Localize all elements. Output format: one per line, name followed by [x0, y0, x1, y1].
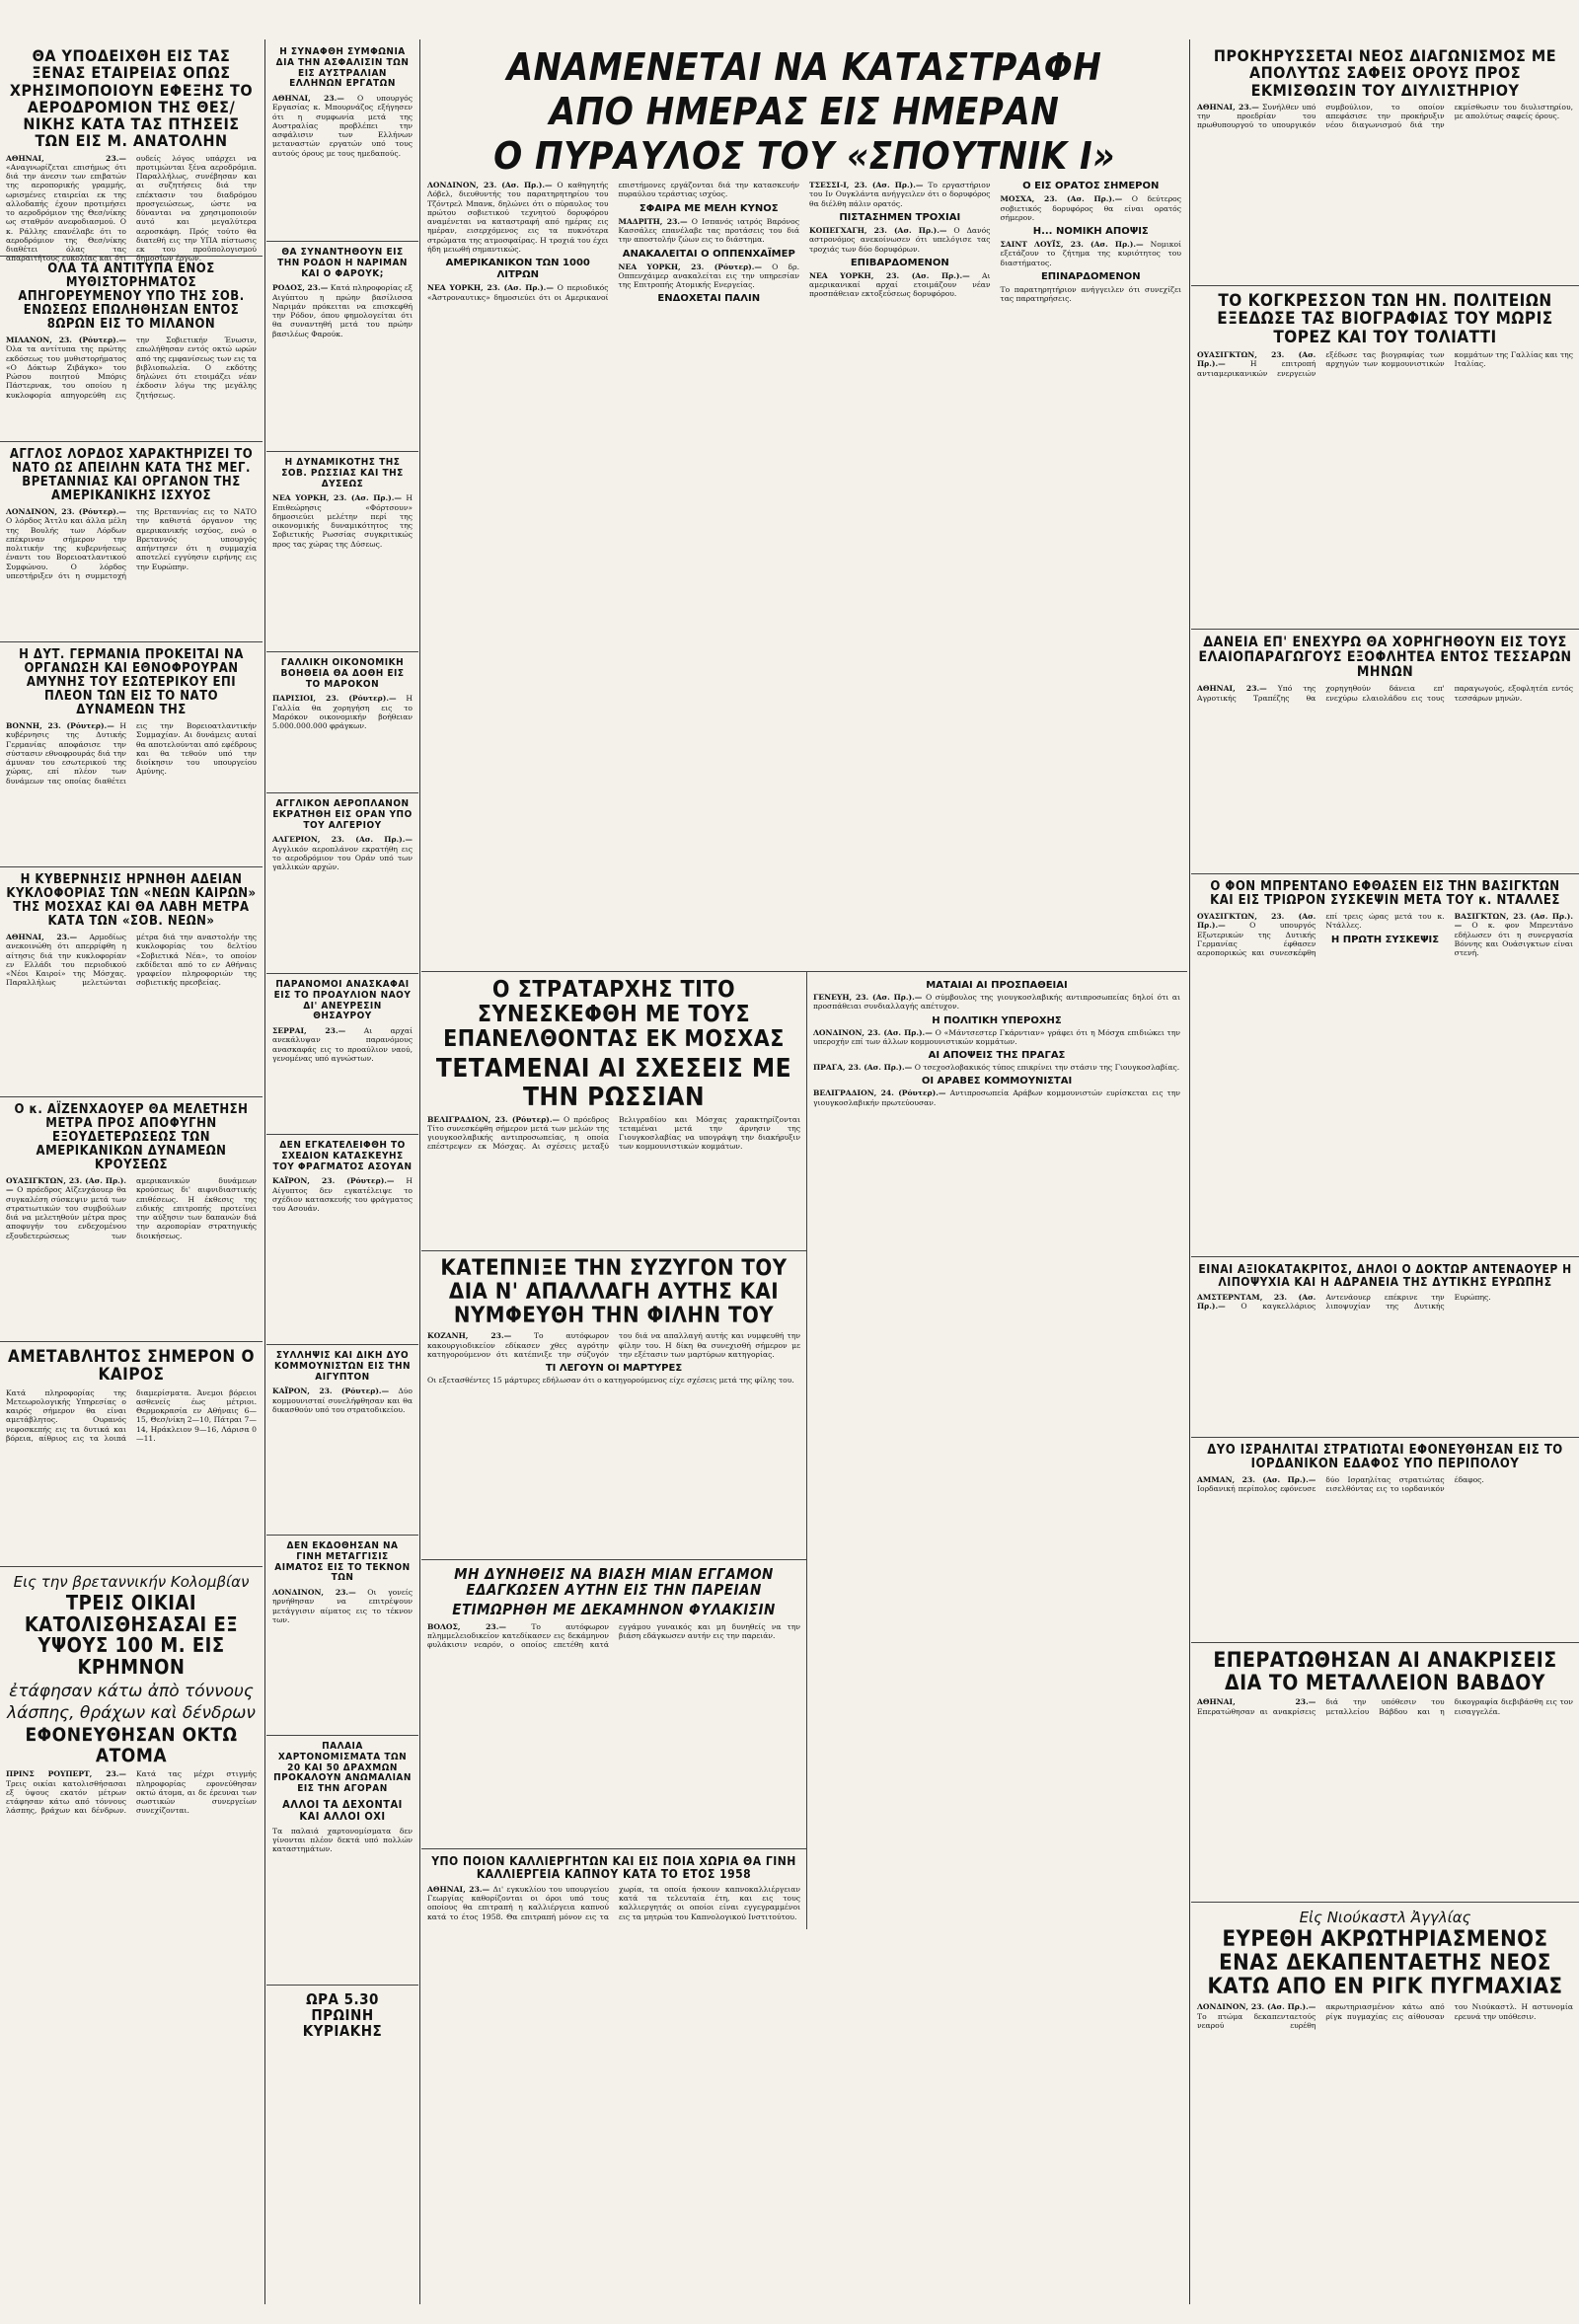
article-body: Δύο κομμουνισταί συνελήφθησαν και θα δικασθούν υπό του στρατοδικείου.: [272, 1387, 413, 1414]
headline: ΘΑ ΥΠΟΔΕΙΧΘΗ ΕΙΣ ΤΑΣ ΞΕΝΑΣ ΕΤΑΙΡΕΙΑΣ ΟΠΩΣ ΧΡΗΣΙΜΟΠΟΙΟΥΝ ΕΦΕΞΗΣ ΤΟ ΑΕΡΟΔΡΟΜΙΟΝ ΤΗΣ ΘΕΣ/ΝΙΚΗΣ ΚΑΤΑ ΤΑΣ ΠΤΗΣΕΙΣ ΤΩΝ ΕΙΣ Μ. ΑΝΑΤΟΛΗΝ: [9, 46, 254, 151]
dateline: ΣΕΡΡΑΙ, 23.—: [272, 1026, 346, 1036]
article-body: Υπό της Αγροτικής Τραπέζης θα χορηγηθούν δάνεια επ' ενεχύρω ελαιολάδου εις τους παραγωγούς, εξοφλητέα εντός τεσσάρων μηνών.: [1197, 684, 1573, 703]
article-banknotes: [266, 1736, 418, 1986]
article-soviet-dynamism: [266, 452, 418, 652]
article-rhodes: [266, 242, 418, 452]
column-1: [0, 41, 263, 2304]
article-body: Ο σύμβουλος της γιουγκοσλαβικής αντιπροσωπείας δηλοί ότι αι προσπάθειαι συνδιαλλαγής απέτυχον.: [813, 993, 1180, 1012]
dateline: ΑΜΜΑΝ, 23. (Ασ. Πρ.).—: [1197, 1475, 1316, 1485]
article-sputnik: [421, 41, 1187, 972]
article-body: Επερατώθησαν αι ανακρίσεις διά την υπόθεσιν του μεταλλείου Βάβδου και η δικογραφία διεβιβάσθη εις τον εισαγγελέα.: [1197, 1697, 1573, 1716]
subhead: Ο ΕΙΣ ΟΡΑΤΟΣ ΣΗΜΕΡΟΝ: [1022, 181, 1160, 192]
subhead: ΑΜΕΡΙΚΑΝΙΚΟΝ ΤΩΝ 1000 ΛΙΤΡΩΝ: [445, 258, 590, 281]
article-body: Ο λόρδος Άττλυ και άλλα μέλη της Βουλής των Λόρδων επέκριναν σήμερον την πολιτικήν της κυβερνήσεως έναντι του Βορειοατλαντικού Συμφώνου. Ο λόρδος υπεστήριξεν ότι η συμμετοχή της Βρεταννίας εις το ΝΑΤΟ την καθιστά όργανον της αμερικανικής ισχύος, ενώ ο Βρεταννός υπουργός απήντησεν ότι η συμμαχία αποτελεί εγγύησιν ειρήνης εις την Ευρώπην.: [6, 507, 257, 580]
dateline: ΜΙΛΑΝΟΝ, 23. (Ρόυτερ).—: [6, 336, 126, 345]
subheadline-2: λάσπης, θράχων καὶ δένδρων: [7, 1703, 256, 1724]
article-body: Ο καγκελλάριος Αντενάουερ επέκρινε την λιποψυχίαν της Δυτικής Ευρώπης.: [1241, 1292, 1491, 1312]
article-body: Το εργαστήριον του Ιν Ουγκλάντα ανήγγειλεν ότι ο δορυφόρος θα διέλθη πάλιν ορατός.: [809, 181, 991, 208]
dateline: ΑΛΓΕΡΙΟΝ, 23. (Ασ. Πρ.).—: [272, 835, 413, 845]
article-tobacco: [421, 1849, 806, 1929]
article-mine: [1191, 1643, 1579, 1903]
article-body: Το αυτόφωρον κακουργιοδικείον εδίκασεν χθες αγρότην κατηγορούμενον ότι κατέπνιξε την σύζυγόν του διά να απαλλαγή αυτής και νυμφευθή την φίλην του. Η δίκη θα συνεχισθή σήμερον με την εξέτασιν των μαρτύρων κατηγορίας.: [427, 1331, 800, 1359]
headline: ΕΙΝΑΙ ΑΞΙΟΚΑΤΑΚΡΙΤΟΣ, ΔΗΛΟΙ Ο ΔΟΚΤΩΡ ΑΝΤΕΝΑΟΥΕΡ Η ΛΙΠΟΨΥΧΙΑ ΚΑΙ Η ΑΔΡΑΝΕΙΑ ΤΗΣ ΔΥΤΙΚΗΣ ΕΥΡΩΠΗΣ: [1198, 1262, 1572, 1289]
article-landslide: [0, 1567, 263, 1905]
subhead: ΕΝΔΟΧΕΤΑΙ ΠΑΛΙΝ: [657, 293, 761, 305]
dateline: ΒΕΛΙΓΡΑΔΙΟΝ, 23. (Ρόυτερ).—: [427, 1114, 561, 1124]
dateline: ΑΘΗΝΑΙ, 23.—: [427, 1884, 490, 1894]
article-body: Ο καθηγητής Λόβελ, διευθυντής του παρατηρητηρίου του Τζόντρελ Μπανκ, δηλώνει ότι ο πύραυλος του πρώτου σοβιετικού τεχνητού δορυφόρου αναμένεται να καταστραφή από ημέρας εις ημέραν, εισερχόμενος εις τα πυκνότερα στρώματα της ατμοσφαίρας. Η τροχιά του έχει ήδη μειωθή σημαντικώς.: [427, 181, 609, 254]
headline: Ο ΦΟΝ ΜΠΡΕΝΤΑΝΟ ΕΦΘΑΣΕΝ ΕΙΣ ΤΗΝ ΒΑΣΙΓΚΤΩΝ ΚΑΙ ΕΙΣ ΤΡΙΩΡΟΝ ΣΥΣΚΕΨΙΝ ΜΕΤΑ ΤΟΥ κ. ΝΤΑΛΛΕΣ: [1210, 879, 1560, 909]
banner-line-1: ΑΝΑΜΕΝΕΤΑΙ ΝΑ ΚΑΤΑΣΤΡΑΦΗ: [506, 45, 1102, 89]
dateline: ΒΕΛΙΓΡΑΔΙΟΝ, 24. (Ρόυτερ).—: [813, 1088, 946, 1098]
article-airport: [0, 41, 263, 263]
article-germany: [0, 642, 263, 867]
headline-2: ΤΕΤΑΜΕΝΑΙ ΑΙ ΣΧΕΣΕΙΣ ΜΕ ΤΗΝ ΡΩΣΣΙΑΝ: [435, 1054, 792, 1112]
headline: ΤΟ ΚΟΓΚΡΕΣΣΟΝ ΤΩΝ ΗΝ. ΠΟΛΙΤΕΙΩΝ ΕΞΕΔΩΣΕ ΤΑΣ ΒΙΟΓΡΑΦΙΑΣ ΤΟΥ ΜΩΡΙΣ ΤΟΡΕΖ ΚΑΙ ΤΟΥ ΤΟΛΙΑΤΤΙ: [1217, 291, 1553, 347]
article-aswan: [266, 1135, 418, 1345]
headline: ΔΕΝ ΕΓΚΑΤΕΛΕΙΦΘΗ ΤΟ ΣΧΕΔΙΟΝ ΚΑΤΑΣΚΕΥΗΣ ΤΟΥ ΦΡΑΓΜΑΤΟΣ ΑΣΟΥΑΝ: [272, 1140, 413, 1172]
dateline: ΣΑΙΝΤ ΛΟΥΪΣ, 23. (Ασ. Πρ.).—: [1000, 240, 1144, 250]
article-newcastle: [1191, 1903, 1579, 2038]
dateline: ΑΘΗΝΑΙ, 23.—: [1197, 684, 1267, 694]
subheadline-1: ἐτάφησαν κάτω ἀπὸ τόννους: [9, 1682, 254, 1702]
article-body: Η επιτροπή αντιαμερικανικών ενεργειών εξέδωσε τας βιογραφίας των αρχηγών των κομμουνιστικών κομμάτων της Γαλλίας και της Ιταλίας.: [1197, 350, 1573, 378]
subhead: ΠΙΣΤΑΣΗΜΕΝ ΤΡΟΧΙΑΙ: [839, 211, 961, 223]
article-body: Το αυτόφωρον πλημμελειοδικείον κατεδίκασεν εις δεκάμηνον φυλάκισιν νεαρόν, ο οποίος επετέθη κατά εγγάμου γυναικός και μη δυνηθείς να την βιάση εδάγκωσεν αυτήν εις την παρειάν.: [427, 1621, 800, 1650]
headline: ΤΡΕΙΣ ΟΙΚΙΑΙ ΚΑΤΟΛΙΣΘΗΣΑΣΑΙ ΕΞ ΥΨΟΥΣ 100 Μ. ΕΙΣ ΚΡΗΜΝΟΝ: [24, 1591, 239, 1679]
dateline: ΚΑΪΡΟΝ, 23. (Ρόυτερ).—: [272, 1387, 390, 1396]
headline: Ο κ. ΑΪΖΕΝΧΑΟΥΕΡ ΘΑ ΜΕΛΕΤΗΣΗ ΜΕΤΡΑ ΠΡΟΣ ΑΠΟΦΥΓΗΝ ΕΞΟΥΔΕΤΕΡΩΣΕΩΣ ΤΩΝ ΑΜΕΡΙΚΑΝΙΚΩΝ ΔΥΝΑΜΕΩΝ ΚΡΟΥΣΕΩΣ: [14, 1102, 249, 1173]
dateline: ΑΘΗΝΑΙ, 23.—: [1197, 102, 1259, 112]
banner-line-2: ΑΠΟ ΗΜΕΡΑΣ ΕΙΣ ΗΜΕΡΑΝ: [549, 90, 1060, 134]
dateline: ΟΥΑΣΙΓΚΤΩΝ, 23. (Ασ. Πρ.).—: [1197, 912, 1316, 931]
article-body: Κατά πληροφορίας της Μετεωρολογικής Υπηρεσίας ο καιρός σήμερον θα είναι αμετάβλητος. Ουρανός νεφοσκεπής εις τα δυτικά και βόρεια, αίθριος εις τα λοιπά διαμερίσματα. Άνεμοι βόρειοι ασθενείς έως μέτριοι. Θερμοκρασία εν Αθήναις 6—15, Θεσ/νίκη 2—10, Πάτραι 7—14, Ηράκλειον 9—16, Λάρισα 0—11.: [6, 1387, 257, 1443]
article-body: Ο «Μάντσεστερ Γκάρντιαν» γράφει ότι η Μόσχα επιδιώκει την υπεροχήν επί των άλλων κομμουνιστικών κομμάτων.: [813, 1027, 1180, 1046]
article-body: Οι γονείς ηρνήθησαν να επιτρέψουν μετάγγισιν αίματος εις το τέκνον των.: [272, 1588, 413, 1624]
headline-1: Ο ΣΤΡΑΤΑΡΧΗΣ ΤΙΤΟ ΣΥΝΕΣΚΕΦΘΗ ΜΕ ΤΟΥΣ ΕΠΑΝΕΛΘΟΝΤΑΣ ΕΚ ΜΟΣΧΑΣ: [443, 977, 785, 1052]
headline: Η ΔΥΝΑΜΙΚΟΤΗΣ ΤΗΣ ΣΟΒ. ΡΩΣΣΙΑΣ ΚΑΙ ΤΗΣ ΔΥΣΕΩΣ: [281, 457, 404, 489]
dateline: ΝΕΑ ΥΟΡΚΗ, 23. (Ασ. Πρ.).—: [272, 493, 402, 503]
headline: Η ΣΥΝΑΦΘΗ ΣΥΜΦΩΝΙΑ ΔΙΑ ΤΗΝ ΑΣΦΑΛΙΣΙΝ ΤΩΝ ΕΙΣ ΑΥΣΤΡΑΛΙΑΝ ΕΛΛΗΝΩΝ ΕΡΓΑΤΩΝ: [275, 46, 410, 90]
article-time: [266, 1986, 418, 2052]
article-bite: [421, 1560, 806, 1849]
subhead: ΜΑΤΑΙΑΙ ΑΙ ΠΡΟΣΠΑΘΕΙΑΙ: [926, 980, 1068, 991]
dateline: ΠΡΑΓΑ, 23. (Ασ. Πρ.).—: [813, 1063, 913, 1072]
dateline: ΜΟΣΧΑ, 23. (Ασ. Πρ.).—: [1000, 194, 1123, 204]
column-5: [1191, 41, 1579, 2304]
article-body: Τρεις οικίαι κατολισθήσασαι εξ ύψους εκατόν μέτρων ετάφησαν κάτω από τόννους λάσπης, βράχων και δένδρων. Κατά τας μέχρι στιγμής πληροφορίας εφονεύθησαν οκτώ άτομα, αι δε έρευναι των σωστικών συνεργείων συνεχίζονται.: [6, 1769, 257, 1816]
headline: ΕΠΕΡΑΤΩΘΗΣΑΝ ΑΙ ΑΝΑΚΡΙΣΕΙΣ ΔΙΑ ΤΟ ΜΕΤΑΛΛΕΙΟΝ ΒΑΒΔΟΥ: [1213, 1648, 1557, 1694]
headline: Η ΚΥΒΕΡΝΗΣΙΣ ΗΡΝΗΘΗ ΑΔΕΙΑΝ ΚΥΚΛΟΦΟΡΙΑΣ ΤΩΝ «ΝΕΩΝ ΚΑΙΡΩΝ» ΤΗΣ ΜΟΣΧΑΣ ΚΑΙ ΘΑ ΛΑΒΗ ΜΕΤΡΑ ΚΑΤΑ ΤΩΝ «ΣΟΒ. ΝΕΩΝ»: [6, 872, 257, 930]
article-body: Αι αμερικανικαί αρχαί ετοιμάζουν νέαν προσπάθειαν εκτοξεύσεως δορυφόρου.: [809, 270, 991, 299]
dateline: ΒΟΛΟΣ, 23.—: [427, 1621, 506, 1631]
article-oran: [266, 793, 418, 974]
headline-2: ΕΦΟΝΕΥΘΗΣΑΝ ΟΚΤΩ ΑΤΟΜΑ: [25, 1724, 238, 1766]
headline: ΠΑΛΑΙΑ ΧΑΡΤΟΝΟΜΙΣΜΑΤΑ ΤΩΝ 20 ΚΑΙ 50 ΔΡΑΧΜΩΝ ΠΡΟΚΑΛΟΥΝ ΑΝΩΜΑΛΙΑΝ ΕΙΣ ΤΗΝ ΑΓΟΡΑΝ: [273, 1741, 412, 1795]
article-olive-loans: [1191, 630, 1579, 874]
subhead: ΣΦΑΙΡΑ ΜΕ ΜΕΛΗ ΚΥΝΟΣ: [639, 202, 779, 214]
headline: ΜΗ ΔΥΝΗΘΕΙΣ ΝΑ ΒΙΑΣΗ ΜΙΑΝ ΕΓΓΑΜΟΝ ΕΔΑΓΚΩΣΕΝ ΑΥΤΗΝ ΕΙΣ ΤΗΝ ΠΑΡΕΙΑΝ: [454, 1565, 774, 1600]
article-body: Ο κ. φον Μπρεντάνο εδήλωσεν ότι η συνεργασία Βόννης και Ουάσιγκτων είναι στενή.: [1454, 921, 1573, 958]
article-body: Νομικοί εξετάζουν το ζήτημα της κυριότητος του διαστήματος.: [1000, 240, 1181, 267]
article-lord-nato: [0, 442, 263, 642]
headline: ΔΥΟ ΙΣΡΑΗΛΙΤΑΙ ΣΤΡΑΤΙΩΤΑΙ ΕΦΟΝΕΥΘΗΣΑΝ ΕΙΣ ΤΟ ΙΟΡΔΑΝΙΚΟΝ ΕΔΑΦΟΣ ΥΠΟ ΠΕΡΙΠΟΛΟΥ: [1207, 1443, 1563, 1472]
article-body: Αντιπροσωπεία Αράβων κομμουνιστών ευρίσκεται εις την γιουγκοσλαβικήν πρωτεύουσαν.: [813, 1088, 1180, 1107]
article-body: Η κυβέρνησις της Δυτικής Γερμανίας αποφάσισε την σύστασιν εθνοφρουράς διά την άμυναν του εσωτερικού της χώρας, επί πλέον των δυνάμεων τας οποίας διαθέτει εις την Βορειοατλαντικήν Συμμαχίαν. Αι δυνάμεις αυταί θα αποτελούνται από εφέδρους και θα τεθούν υπό την διοίκησιν του υπουργείου Αμύνης.: [6, 721, 257, 786]
article-israeli: [1191, 1438, 1579, 1643]
headline: ΕΥΡΕΘΗ ΑΚΡΩΤΗΡΙΑΣΜΕΝΟΣ ΕΝΑΣ ΔΕΚΑΠΕΝΤΑΕΤΗΣ ΝΕΟΣ ΚΑΤΩ ΑΠΟ ΕΝ ΡΙΓΚ ΠΥΓΜΑΧΙΑΣ: [1207, 1927, 1563, 1999]
headline: ΚΑΤΕΠΝΙΞΕ ΤΗΝ ΣΥΖΥΓΟΝ ΤΟΥ ΔΙΑ Ν' ΑΠΑΛΛΑΓΗ ΑΥΤΗΣ ΚΑΙ ΝΥΜΦΕΥΘΗ ΤΗΝ ΦΙΛΗΝ ΤΟΥ: [440, 1256, 788, 1328]
dateline: ΝΕΑ ΥΟΡΚΗ, 23. (Ασ. Πρ.).—: [427, 283, 554, 293]
article-body: Το παρατηρητήριον ανήγγειλεν ότι συνεχίζει τας παρατηρήσεις.: [1000, 285, 1181, 304]
dateline: ΑΘΗΝΑΙ, 23.—: [6, 153, 126, 163]
dateline: ΛΟΝΔΙΝΟΝ, 23. (Ασ. Πρ.).—: [1197, 2002, 1316, 2012]
dateline: ΚΑΪΡΟΝ, 23. (Ρόυτερ).—: [272, 1176, 395, 1186]
dateline: ΛΟΝΔΙΝΟΝ, 23. (Ασ. Πρ.).—: [427, 181, 553, 190]
subheadline: ΕΤΙΜΩΡΗΘΗ ΜΕ ΔΕΚΑΜΗΝΟΝ ΦΥΛΑΚΙΣΙΝ: [452, 1601, 776, 1619]
article-body: Ο Δανός αστρονόμος ανεκοίνωσεν ότι υπελόγισε τας τροχιάς των δύο δορυφόρων.: [809, 226, 991, 254]
dateline: ΑΘΗΝΑΙ, 23.—: [1197, 1697, 1316, 1707]
article-body: Ιορδανική περίπολος εφόνευσε δύο Ισραηλίτας στρατιώτας εισελθόντας εις το ιορδανικόν έδαφος.: [1197, 1475, 1484, 1494]
dateline: ΚΟΠΕΓΧΑΓΗ, 23. (Ασ. Πρ.).—: [809, 226, 947, 236]
article-body: Ο υπουργός Εργασίας κ. Μπουρνάζος εξήγησεν ότι η συμφωνία μετά της Αυστραλίας προβλέπει την ασφάλισιν των Ελλήνων μεταναστών εργατών υπό τους αυτούς όρους με τους ημεδαπούς.: [272, 94, 413, 158]
article-refinery: [1191, 41, 1579, 286]
headline: ΟΛΑ ΤΑ ΑΝΤΙΤΥΠΑ ΕΝΟΣ ΜΥΘΙΣΤΟΡΗΜΑΤΟΣ ΑΠΗΓΟΡΕΥΜΕΝΟΥ ΥΠΟ ΤΗΣ ΣΟΒ. ΕΝΩΣΕΩΣ ΕΠΩΛΗΘΗΣΑΝ ΕΝΤΟΣ 8ΩΡΩΝ ΕΙΣ ΤΟ ΜΙΛΑΝΟΝ: [18, 262, 245, 333]
article-tito: [421, 972, 806, 1251]
article-body: Ο δρ. Οππενχάιμερ ανακαλείται εις την υπηρεσίαν της Επιτροπής Ατομικής Ενεργείας.: [618, 262, 800, 290]
article-excavations: [266, 974, 418, 1135]
dateline: ΛΟΝΔΙΝΟΝ, 23.—: [272, 1588, 356, 1598]
article-body: Αρμοδίως ανεκοινώθη ότι απερρίφθη η αίτησις διά την κυκλοφορίαν εν Ελλάδι του περιοδικού «Νέοι Καιροί» της Μόσχας. Παραλλήλως μελετώνται μέτρα διά την αναστολήν της κυκλοφορίας του δελτίου «Σοβιετικά Νέα», το οποίον εκδίδεται από το εν Αθήναις γραφείον πληροφοριών της σοβιετικής πρεσβείας.: [6, 933, 257, 988]
dateline: ΒΑΣΙΓΚΤΩΝ, 23. (Ασ. Πρ.).—: [1454, 912, 1573, 931]
article-brentano: [1191, 874, 1579, 1257]
headline: ΠΡΟΚΗΡΥΣΣΕΤΑΙ ΝΕΟΣ ΔΙΑΓΩΝΙΣΜΟΣ ΜΕ ΑΠΟΛΥΤΩΣ ΣΑΦΕΙΣ ΟΡΟΥΣ ΠΡΟΣ ΕΚΜΙΣΘΩΣΙΝ ΤΟΥ ΔΙΥΛΙΣΤΗΡΙΟΥ: [1213, 46, 1557, 100]
dateline: ΡΟΔΟΣ, 23.—: [272, 283, 329, 293]
dateline: ΜΑΔΡΙΤΗ, 23.—: [618, 216, 688, 226]
subhead: ΑΙ ΑΠΟΨΕΙΣ ΤΗΣ ΠΡΑΓΑΣ: [928, 1050, 1066, 1061]
dateline: ΑΘΗΝΑΙ, 23.—: [272, 94, 344, 104]
article-body: Ο Ισπανός ιατρός Βαρόνος Κασσάλες επανέλαβε τας προτάσεις του διά την αποστολήν ζώων εις το διάστημα.: [618, 216, 799, 245]
article-australia: [266, 41, 418, 242]
article-tito-sidebars: [807, 972, 1186, 1115]
dateline: ΝΕΑ ΥΟΡΚΗ, 23. (Ασ. Πρ.).—: [809, 270, 970, 280]
dateline: ΠΡΙΝΣ ΡΟΥΠΕΡΤ, 23.—: [6, 1769, 126, 1779]
dateline: ΝΕΑ ΥΟΡΚΗ, 23. (Ρόυτερ).—: [618, 262, 762, 271]
article-weather: [0, 1342, 263, 1567]
subhead: Η ΠΡΩΤΗ ΣΥΣΚΕΨΙΣ: [1330, 934, 1440, 945]
article-body: Οι εξετασθέντες 15 μάρτυρες εδήλωσαν ότι ο κατηγορούμενος είχε σχέσεις μετά της φίλης του.: [427, 1376, 794, 1385]
center-lower-left: [421, 972, 807, 1929]
article-body: Δι' εγκυκλίου του υπουργείου Γεωργίας καθορίζονται οι όροι υπό τους οποίους θα επιτραπή η καλλιέργεια καπνού κατά το έτος 1958. Θα επιτραπή μόνον εις τα χωρία, τα οποία ήσκουν καπνοκαλλιέργειαν κατά τα τελευταία έτη, και εις τους καλλιεργητάς οι οποίοι είναι εγγεγραμμένοι εις τα μητρώα του Καπνολογικού Ινστιτούτου.: [427, 1884, 800, 1921]
headline: ΔΑΝΕΙΑ ΕΠ' ΕΝΕΧΥΡΩ ΘΑ ΧΟΡΗΓΗΘΟΥΝ ΕΙΣ ΤΟΥΣ ΕΛΑΙΟΠΑΡΑΓΩΓΟΥΣ ΕΞΟΦΛΗΤΕΑ ΕΝΤΟΣ ΤΕΣΣΑΡΩΝ ΜΗΝΩΝ: [1198, 635, 1572, 681]
center-lower-right: [807, 972, 1186, 1929]
article-body: Ο τσεχοσλοβακικός τύπος επικρίνει την στάσιν της Γιουγκοσλαβίας.: [914, 1063, 1180, 1072]
article-eisenhower: [0, 1097, 263, 1342]
dateline: ΚΟΖΑΝΗ, 23.—: [427, 1331, 512, 1341]
dateline: ΠΑΡΙΣΙΟΙ, 23. (Ρόυτερ).—: [272, 694, 397, 704]
subhead: ΕΠΙΒΑΡΔΟΜΕΝΟΝ: [850, 257, 949, 268]
dateline: ΛΟΝΔΙΝΟΝ, 23. (Ρόυτερ).—: [6, 507, 126, 517]
article-body: Το πτώμα δεκαπενταετούς νεαρού ευρέθη ακρωτηριασμένον κάτω από ρίγκ πυγμαχίας εις αίθουσαν του Νιούκαστλ. Η αστυνομία ερευνά την υπόθεσιν.: [1197, 2002, 1573, 2030]
subhead: ΕΠΙΝΑΡΔΟΜΕΝΟΝ: [1040, 270, 1141, 282]
subheadline: ΑΛΛΟΙ ΤΑ ΔΕΧΟΝΤΑΙ ΚΑΙ ΑΛΛΟΙ ΟΧΙ: [282, 1797, 403, 1823]
dateline: ΓΕΝΕΥΗ, 23. (Ασ. Πρ.).—: [813, 993, 923, 1002]
dateline: ΤΣΕΣΣΙ-Ι, 23. (Ασ. Πρ.).—: [809, 181, 924, 190]
article-body: Όλα τα αντίτυπα της πρώτης εκδόσεως του μυθιστορήματος «Ο Δόκτωρ Ζιβάγκο» του Ρώσου ποιητού Μπόρις Πάστερνακ, του οποίου η κυκλοφορία απηγορεύθη εις την Σοβιετικήν Ένωσιν, επωλήθησαν εντός οκτώ ωρών από της εμφανίσεως των εις τα βιβλιοπωλεία. Ο εκδότης δηλώνει ότι ετοιμάζει νέαν έκδοσιν λόγω της μεγάλης ζητήσεως.: [6, 336, 257, 400]
article-communists-egypt: [266, 1345, 418, 1536]
article-body: Αγγλικόν αεροπλάνον εκρατήθη εις το αεροδρόμιον του Οράν υπό των γαλλικών αρχών.: [272, 844, 413, 872]
kicker: Εις την βρεταννικήν Κολομβίαν: [13, 1573, 250, 1591]
subhead: ΟΙ ΑΡΑΒΕΣ ΚΟΜΜΟΥΝΙΣΤΑΙ: [921, 1076, 1073, 1087]
subhead: Η... ΝΟΜΙΚΗ ΑΠΟΨΙΣ: [1032, 226, 1149, 238]
subhead: ΤΙ ΛΕΓΟΥΝ ΟΙ ΜΑΡΤΥΡΕΣ: [545, 1363, 683, 1374]
headline: ΑΓΓΛΙΚΟΝ ΑΕΡΟΠΛΑΝΟΝ ΕΚΡΑΤΗΘΗ ΕΙΣ ΟΡΑΝ ΥΠΟ ΤΟΥ ΑΛΓΕΡΙΟΥ: [272, 798, 413, 831]
dateline: ΛΟΝΔΙΝΟΝ, 23. (Ασ. Πρ.).—: [813, 1027, 933, 1037]
headline: ΘΑ ΣΥΝΑΝΤΗΘΟΥΝ ΕΙΣ ΤΗΝ ΡΟΔΟΝ Η ΝΑΡΙΜΑΝ ΚΑΙ Ο ΦΑΡΟΥΚ;: [277, 247, 408, 279]
article-morocco: [266, 652, 418, 793]
headline: ΣΥΛΛΗΨΙΣ ΚΑΙ ΔΙΚΗ ΔΥΟ ΚΟΜΜΟΥΝΙΣΤΩΝ ΕΙΣ ΤΗΝ ΑΙΓΥΠΤΟΝ: [273, 1350, 412, 1383]
dateline: ΑΘΗΝΑΙ, 23.—: [6, 933, 78, 942]
center-lower: [421, 972, 1187, 1929]
article-body: Ο πρόεδρος Τίτο συνεσκέφθη σήμερον μετά των μελών της γιουγκοσλαβικής αντιπροσωπείας, η οποία επέστρεψεν εκ Μόσχας. Αι σχέσεις μεταξύ Βελιγραδίου και Μόσχας χαρακτηρίζονται τεταμέναι μετά την άρνησιν της Γιουγκοσλαβίας να υπογράψη την διακήρυξιν των κομμουνιστικών κομμάτων.: [427, 1114, 800, 1152]
subhead: ΑΝΑΚΑΛΕΙΤΑΙ Ο ΟΠΠΕΝΧΑΪΜΕΡ: [622, 248, 795, 260]
article-body: Ο περιοδικός «Άστροναυτικς» δημοσιεύει ότι οι Αμερικανοί επιστήμονες εργάζονται διά την κατασκευήν πυραύλου τεράστιας ισχύος.: [427, 181, 799, 302]
article-body: Η Επιθεώρησις «Φόρτσουν» δημοσιεύει μελέτην περί της οικονομικής δυναμικότητος της Σοβιετικής Ρωσσίας συγκριτικώς προς τας χώρας της Δύσεως.: [272, 493, 413, 549]
column-center: [421, 41, 1187, 2304]
headline: ΑΜΕΤΑΒΛΗΤΟΣ ΣΗΜΕΡΟΝ Ο ΚΑΙΡΟΣ: [7, 1347, 256, 1386]
article-transfusion: [266, 1536, 418, 1736]
article-body: Η Αίγυπτος δεν εγκατέλειψε το σχέδιον κατασκευής του φράγματος του Ασουάν.: [272, 1176, 413, 1214]
dateline: ΟΥΑΣΙΓΚΤΩΝ, 23. (Ασ. Πρ.).—: [1197, 350, 1316, 369]
headline: ΓΑΛΛΙΚΗ ΟΙΚΟΝΟΜΙΚΗ ΒΟΗΘΕΙΑ ΘΑ ΔΟΘΗ ΕΙΣ ΤΟ ΜΑΡΟΚΟΝ: [280, 657, 405, 690]
article-adenauer: [1191, 1257, 1579, 1438]
banner-line-3: Ο ΠΥΡΑΥΛΟΣ ΤΟΥ «ΣΠΟΥΤΝΙΚ Ι»: [493, 134, 1115, 179]
article-new-times: [0, 867, 263, 1097]
column-2: [266, 41, 418, 2304]
article-body: Τα παλαιά χαρτονομίσματα δεν γίνονται πλέον δεκτά υπό πολλών καταστημάτων.: [272, 1826, 413, 1854]
article-body: Ο υπουργός Εξωτερικών της Δυτικής Γερμανίας έφθασεν αεροπορικώς και συνεσκέφθη επί τρεις ώρας μετά του κ. Ντάλλες.: [1197, 912, 1445, 958]
article-novel: [0, 257, 263, 442]
dateline: ΟΥΑΣΙΓΚΤΩΝ, 23. (Ασ. Πρ.).—: [6, 1176, 126, 1195]
headline: ΩΡΑ 5.30 ΠΡΩΙΝΗ ΚΥΡΙΑΚΗΣ: [302, 1990, 383, 2041]
article-strangled: [421, 1251, 806, 1560]
article-body: Η Γαλλία θα χορηγήση εις το Μαρόκον οικονομικήν βοήθειαν 5.000.000.000 φράγκων.: [272, 694, 413, 731]
subhead: Η ΠΟΛΙΤΙΚΗ ΥΠΕΡΟΧΗΣ: [932, 1014, 1062, 1026]
headline: Η ΔΥΤ. ΓΕΡΜΑΝΙΑ ΠΡΟΚΕΙΤΑΙ ΝΑ ΟΡΓΑΝΩΣΗ ΚΑΙ ΕΘΝΟΦΡΟΥΡΑΝ ΑΜΥΝΗΣ ΤΟΥ ΕΣΩΤΕΡΙΚΟΥ ΕΠΙ ΠΛΕΟΝ ΤΩΝ ΕΙΣ ΤΟ ΝΑΤΟ ΔΥΝΑΜΕΩΝ ΤΗΣ: [19, 647, 244, 718]
article-body: Ο πρόεδρος Αϊζενχάουερ θα συγκαλέση σύσκεψιν μετά των στρατιωτικών του συμβούλων διά να μελετηθούν μέτρα προς αποφυγήν του ενδεχομένου εξουδετερώσεως των αμερικανικών δυνάμεων κρούσεως δι' αιφνιδιαστικής επιθέσεως. Η έκθεσις της ειδικής επιτροπής προτείνει την αύξησιν των δαπανών διά την αεροπορίαν στρατηγικής διοικήσεως.: [6, 1176, 257, 1240]
headline: ΑΓΓΛΟΣ ΛΟΡΔΟΣ ΧΑΡΑΚΤΗΡΙΖΕΙ ΤΟ ΝΑΤΟ ΩΣ ΑΠΕΙΛΗΝ ΚΑΤΑ ΤΗΣ ΜΕΓ. ΒΡΕΤΑΝΝΙΑΣ ΚΑΙ ΟΡΓΑΝΟΝ ΤΗΣ ΑΜΕΡΙΚΑΝΙΚΗΣ ΙΣΧΥΟΣ: [9, 447, 254, 504]
dateline: ΑΜΣΤΕΡΝΤΑΜ, 23. (Ασ. Πρ.).—: [1197, 1292, 1316, 1312]
article-body: Συνήλθεν υπό την προεδρίαν του πρωθυπουργού το υπουργικόν συμβούλιον, το οποίον απεφάσισε την προκήρυξιν νέου διαγωνισμού διά την εκμίσθωσιν του διυλιστηρίου, με απολύτως σαφείς όρους.: [1197, 102, 1573, 130]
headline: ΥΠΟ ΠΟΙΟΝ ΚΑΛΛΙΕΡΓΗΤΩΝ ΚΑΙ ΕΙΣ ΠΟΙΑ ΧΩΡΙΑ ΘΑ ΓΙΝΗ ΚΑΛΛΙΕΡΓΕΙΑ ΚΑΠΝΟΥ ΚΑΤΑ ΤΟ ΕΤΟΣ 1958: [431, 1854, 796, 1881]
dateline: ΒΟΝΝΗ, 23. (Ρόυτερ).—: [6, 721, 114, 731]
article-body: Ο δεύτερος σοβιετικός δορυφόρος θα είναι ορατός σήμερον.: [1000, 194, 1181, 222]
headline: ΠΑΡΑΝΟΜΟΙ ΑΝΑΣΚΑΦΑΙ ΕΙΣ ΤΟ ΠΡΟΑΥΛΙΟΝ ΝΑΟΥ ΔΙ' ΑΝΕΥΡΕΣΙΝ ΘΗΣΑΥΡΟΥ: [273, 979, 412, 1022]
kicker: Εἰς Νιούκαστλ Ἀγγλίας: [1299, 1909, 1471, 1926]
article-body: Αι αρχαί ανεκάλυψαν παρανόμους ανασκαφάς εις το προαύλιον ναού, γενομένας υπό αγνώστων.: [272, 1026, 413, 1063]
headline: ΔΕΝ ΕΚΔΟΘΗΣΑΝ ΝΑ ΓΙΝΗ ΜΕΤΑΓΓΙΣΙΣ ΑΙΜΑΤΟΣ ΕΙΣ ΤΟ ΤΕΚΝΟΝ ΤΩΝ: [274, 1540, 411, 1584]
article-body: Κατά πληροφορίας εξ Αιγύπτου η πρώην βασίλισσα Ναριμάν πρόκειται να επισκεφθή την Ρόδον, όπου φημολογείται ότι θα συναντηθή μετά του πρώην βασιλέως Φαρούκ.: [272, 283, 413, 338]
article-congress: [1191, 286, 1579, 630]
article-body: «Αναγνωρίζεται επισήμως ότι διά την άνεσιν των επιβατών της αεροπορικής γραμμής, ωρισμένες εταιρείαι εκ της αλλοδαπής έχουν προτιμήσει το αεροδρόμιον της Θεσ/νίκης ως σταθμόν ανεφοδιασμού. Ο κ. Ράλλης επανέλαβε ότι το αεροδρόμιον της Θεσ/νίκης διαθέτει όλας τας απαραιτήτους ευκολίας και ότι ουδείς λόγος υπάρχει να προτιμώνται ξένα αεροδρόμια. Παραλλήλως, συνέβησαν και αι συζητήσεις διά την επέκτασιν του διαδρόμου προσγειώσεως, ώστε να δύνανται να χρησιμοποιούν αυτό και μεγαλύτερα αεροσκάφη. Πρός τούτο θα διατεθή εις την ΥΠΑ πίστωσις εκ του προϋπολογισμού δημοσίων έργων.: [6, 153, 257, 263]
